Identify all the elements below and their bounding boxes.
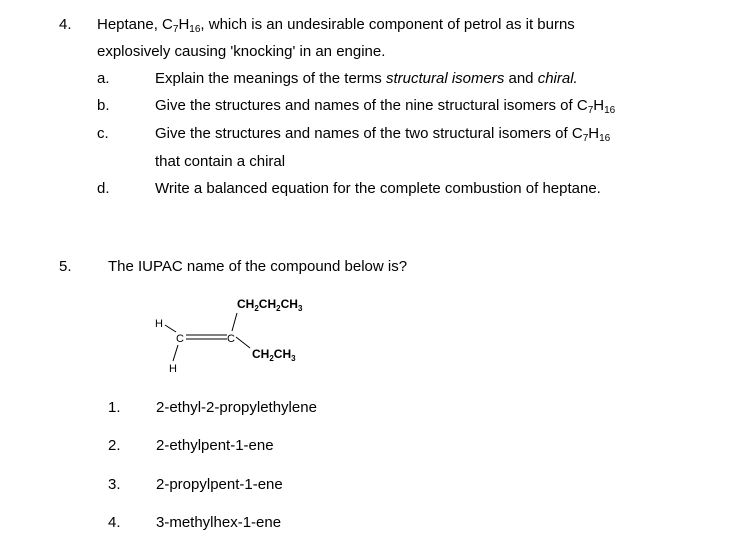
structural-formula [140,290,340,385]
part-c-label: c. [97,125,109,142]
question-4-stem-line-1: Heptane, $C_7H_{16}$, which is an undesirable component of petrol as it burns [97,16,575,35]
option-4-text: 3-methylhex-1-ene [156,514,282,531]
part-d-text: Write a balanced equation for the complete combustion of heptane. [155,180,601,197]
option-2-text: 2-ethylpent-1-ene [156,437,274,454]
option-3-text: 2-propylpent-1-ene [156,476,283,493]
question-4-stem-line-2: explosively causing 'knocking' in an engine. [97,43,386,60]
bond-c2-right-substituent [236,337,250,348]
hydrogen-bottom-label: H [169,363,177,375]
option-3-number: 3. [108,476,121,493]
question-4-number: 4. [59,16,72,33]
option-1-text: 2-ethyl-2-propylethylene [156,399,317,416]
question-5-number: 5. [59,258,72,275]
bond-c2-top-substituent [232,313,237,331]
carbon-2-label: C [227,333,235,345]
part-c-text: Give the structures and names of the two structural isomers of $C_7H_{16}$ [155,125,611,144]
option-4-number: 4. [108,514,121,531]
right-substituent-label: $CH_2CH_3$ [252,347,296,363]
bond-c1-h-top [165,325,176,332]
part-c-text-line-2: that contain a chiral [155,153,286,170]
bond-c1-h-bottom [173,345,178,361]
part-b-text: Give the structures and names of the nine structural isomers of $C_7H_{16}$ [155,97,616,116]
option-2-number: 2. [108,437,121,454]
part-b-label: b. [97,97,110,114]
part-a-label: a. [97,70,110,87]
option-1-number: 1. [108,399,121,416]
hydrogen-top-label: H [155,318,163,330]
question-5-prompt: The IUPAC name of the compound below is? [108,258,408,275]
part-a-text: Explain the meanings of the terms structural isomers and chiral. [155,70,578,87]
top-substituent-label: $CH_2CH_2CH_3$ [237,297,303,313]
part-d-label: d. [97,180,110,197]
carbon-1-label: C [176,333,184,345]
